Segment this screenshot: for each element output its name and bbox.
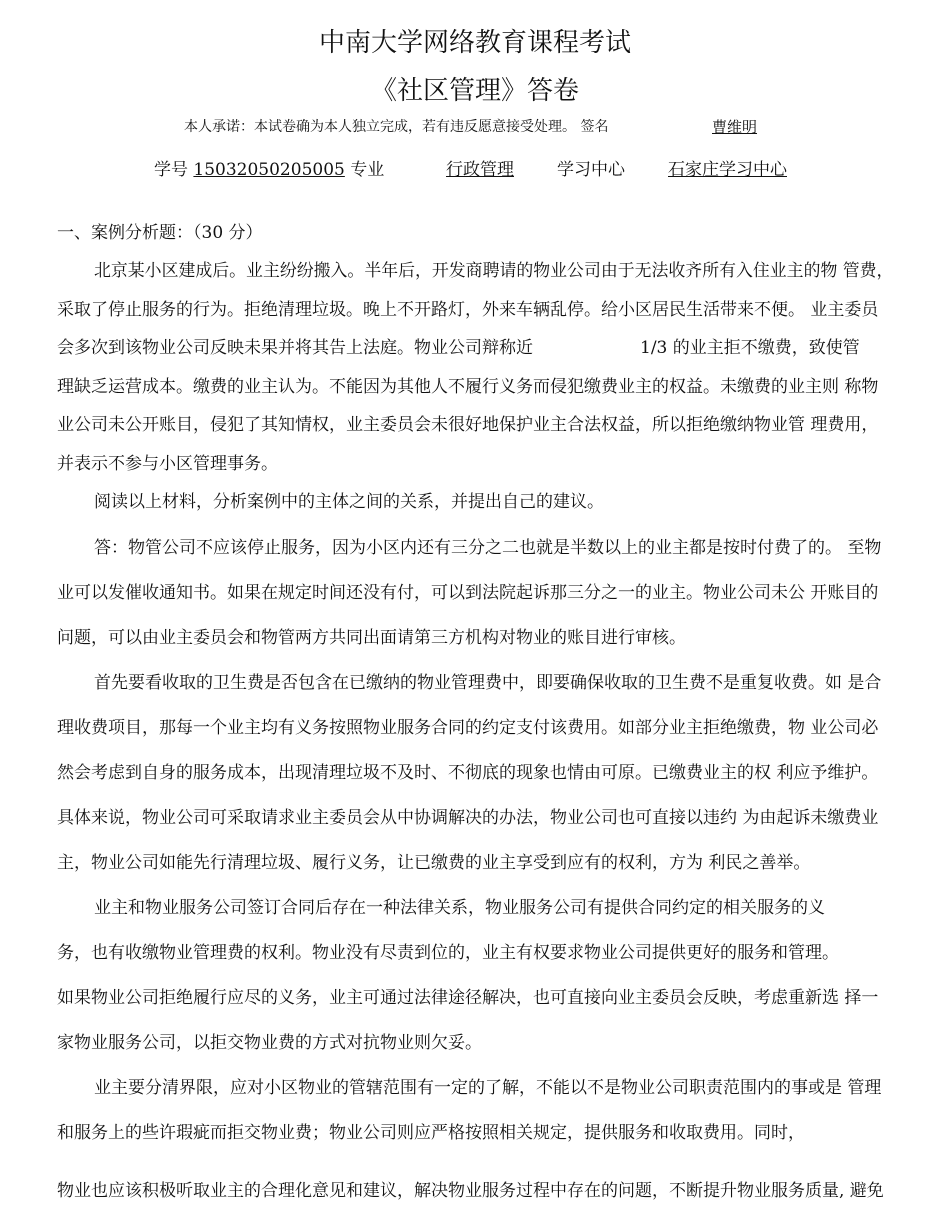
- text-line: 1/3 的业主拒不缴费，致使管: [640, 338, 860, 358]
- answer-line: 如果物业公司拒绝履行应尽的义务，业主可通过法律途径解决，也可直接向业主委员会反映，考虑重新选 择一: [57, 988, 879, 1008]
- student-id-label: 学号: [154, 160, 188, 180]
- signature: 曹维明: [712, 118, 758, 136]
- answer-line: 然会考虑到自身的服务成本，出现清理垃圾不及时、不彻底的现象也情由可原。已缴费业主的权 利应予维护。: [57, 763, 879, 783]
- pledge-text: 本人承诺：本试卷确为本人独立完成，若有违反愿意接受处理。 签名: [184, 119, 609, 135]
- answer-line: 具体来说，物业公司可采取请求业主委员会从中协调解决的办法，物业公司也可直接以违约 为由起诉未缴费业: [57, 808, 879, 828]
- answer-line: 家物业服务公司，以拒交物业费的方式对抗物业则欠妥。: [57, 1033, 482, 1053]
- course-title: 《社区管理》答卷: [370, 76, 579, 106]
- text-line: 采取了停止服务的行为。拒绝清理垃圾。晚上不开路灯，外来车辆乱停。给小区居民生活带来不便。 业主委员: [57, 300, 879, 320]
- text-line: 并表示不参与小区管理事务。: [57, 454, 278, 474]
- text-line: 会多次到该物业公司反映未果并将其告上法庭。物业公司辩称近: [57, 338, 533, 358]
- answer-line: 业主和物业服务公司签订合同后存在一种法律关系，物业服务公司有提供合同约定的相关服务的义: [94, 898, 825, 918]
- student-id-field: [154, 155, 384, 180]
- center-value: 石家庄学习中心: [668, 160, 787, 180]
- answer-line: 务，也有收缴物业管理费的权利。物业没有尽责到位的，业主有权要求物业公司提供更好的服务和管理。: [57, 943, 839, 963]
- university-title: 中南大学网络教育课程考试: [318, 28, 631, 58]
- major-value: 行政管理: [446, 160, 514, 180]
- question-prompt: 阅读以上材料，分析案例中的主体之间的关系，并提出自己的建议。: [94, 492, 604, 512]
- answer-line: 物业也应该积极听取业主的合理化意见和建议，解决物业服务过程中存在的问题，不断提升物业服务质量, 避免: [57, 1181, 884, 1201]
- text-line: 业公司未公开账目，侵犯了其知情权，业主委员会未很好地保护业主合法权益，所以拒绝缴纳物业管 理费用，: [57, 415, 879, 435]
- text-line: 理缺乏运营成本。缴费的业主认为。不能因为其他人不履行义务而侵犯缴费业主的权益。未缴费的业主则 称物: [57, 377, 879, 397]
- answer-line: 问题，可以由业主委员会和物管两方共同出面请第三方机构对物业的账目进行审核。: [57, 628, 686, 648]
- answer-line: 理收费项目，那每一个业主均有义务按照物业服务合同的约定支付该费用。如部分业主拒绝缴费，物 业公司必: [57, 718, 879, 738]
- section-heading: 一、案例分析题：（30 分）: [57, 223, 263, 243]
- answer-line: 和服务上的些许瑕疵而拒交物业费；物业公司则应严格按照相关规定，提供服务和收取费用。同时，: [57, 1123, 805, 1143]
- major-label: 专业: [350, 160, 385, 180]
- center-label: 学习中心: [557, 160, 625, 180]
- text-line: 北京某小区建成后。业主纷纷搬入。半年后，开发商聘请的物业公司由于无法收齐所有入住业主的物 管费，: [94, 261, 894, 281]
- answer-line: 主，物业公司如能先行清理垃圾、履行义务，让已缴费的业主享受到应有的权利，方为 利民之善举。: [57, 853, 811, 873]
- answer-line: 业主要分清界限，应对小区物业的管辖范围有一定的了解，不能以不是物业公司职责范围内的事或是 管理: [94, 1078, 882, 1098]
- answer-line: 答：物管公司不应该停止服务，因为小区内还有三分之二也就是半数以上的业主都是按时付费了的。 至物: [94, 538, 882, 558]
- answer-line: 首先要看收取的卫生费是否包含在已缴纳的物业管理费中，即要确保收取的卫生费不是重复收费。如 是合: [94, 673, 882, 693]
- answer-line: 业可以发催收通知书。如果在规定时间还没有付，可以到法院起诉那三分之一的业主。物业公司未公 开账目的: [57, 583, 879, 603]
- student-id-value: 15032050205005: [193, 160, 345, 180]
